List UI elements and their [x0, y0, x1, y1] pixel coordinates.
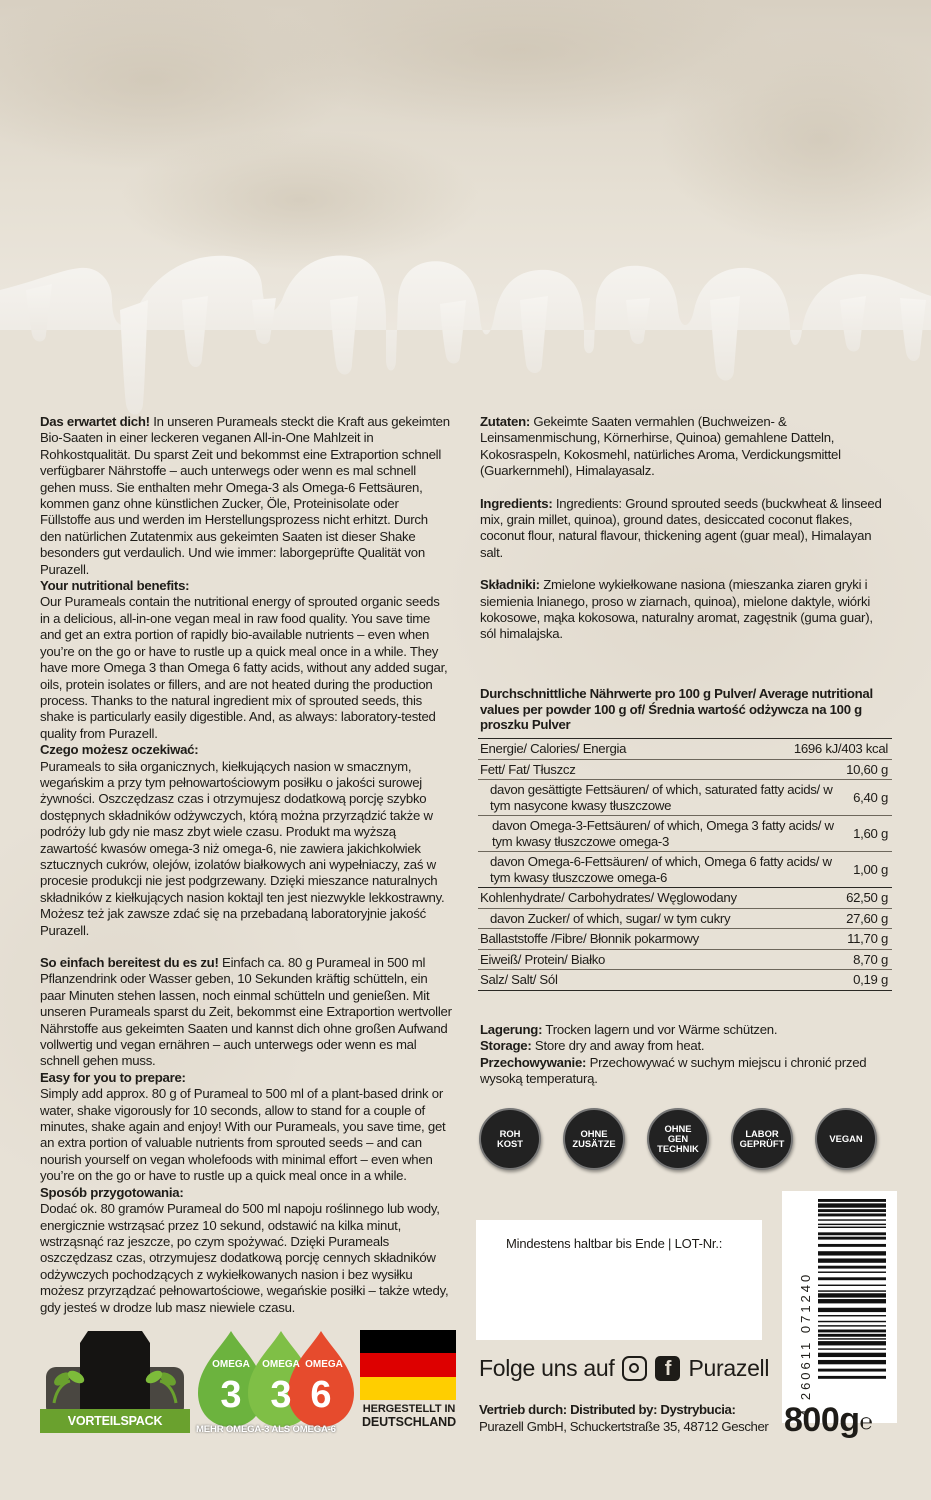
storage-info [480, 1022, 892, 1088]
omega-drops-icon [196, 1327, 356, 1437]
nutrition-table [478, 738, 892, 991]
svg-text:3: 3 [220, 1374, 242, 1416]
svg-text:3: 3 [270, 1374, 292, 1416]
nutrition-row: davon Omega-6-Fettsäuren/ of which, Omega 6 fatty acids/ w tym kwasy tłuszczowe omega-6 1,00 g [478, 852, 892, 888]
pl-prep-paragraph: Dodać ok. 80 gramów Purameal do 500 ml napoju roślinnego lub wody, energicznie wstrząsać przez 10 sekund, odstawić na kilka minut, wstrząsnąć raz jeszcze, po czym spożywać. Dzięki Purameals oszczędzasz czas, otrzymujesz dodatkową porcję cennych składników odżywczych pochodzących z wykiełkowanych nasion i bez wysiłku możesz przyrządzać pełnowartościowe, wegańskie posiłki – także wtedy, gdy jesteś w drodze lub masz niewiele czasu. [40, 1201, 449, 1315]
estimated-sign-icon: ℮ [859, 1409, 873, 1434]
de-intro-paragraph: Das erwartet dich! In unseren Purameals steckt die Kraft aus gekeimten Bio-Saaten in einer leckeren veganen All-in-One Mahlzeit in Rohkostqualität. Du sparst Zeit und bekommst eine Extraportion schnell verfügbarer Nährstoffe – auch unterwegs oder wenn es mal schnell gehen muss. Sie enthalten mehr Omega-3 als Omega-6 Fettsäuren, kommen ganz ohne künstlichen Zucker, Öle, Proteinisolate oder Füllstoffe aus und werden im Herstellungsprozess nicht erhitzt. Durch den natürlichen Zutatenmix aus gekeimten Saaten ist dieser Shake besonders gut verdaulich. Und wie immer: laborgeprüfte Qualität von Purazell. [40, 414, 450, 577]
distributor-label: Vertrieb durch: Distributed by: Dystrybucia: [479, 1402, 736, 1417]
nutrition-row: Eiweiß/ Protein/ Białko 8,70 g [478, 950, 892, 971]
svg-text:OMEGA: OMEGA [262, 1359, 300, 1370]
no-additives-badge: OHNE ZUSÄTZE [563, 1108, 625, 1170]
nutrition-row: davon Omega-3-Fettsäuren/ of which, Omega 3 fatty acids/ w tym kwasy tłuszczowe omega-3 1,60 g [478, 816, 892, 852]
barcode-number: 4 260611 071240 [798, 1271, 813, 1417]
omega-label: MEHR OMEGA-3 ALS OMEGA-6 [196, 1424, 336, 1435]
instagram-icon[interactable] [622, 1356, 647, 1381]
de-ingredients: Zutaten: Gekeimte Saaten vermahlen (Buchweizen- & Leinsamenmischung, Körnerhirse, Quinoa) gemahlene Datteln, Kokosraspeln, Kokosmehl, natürliches Aroma, Verdickungsmittel (Guarkernmehl), Himalayasalz. [480, 414, 841, 479]
en-prep-title: Easy for you to prepare: [40, 1069, 186, 1085]
no-gmo-badge: OHNE GEN TECHNIK [647, 1108, 709, 1170]
nutrition-row: Salz/ Salt/ Sól 0,19 g [480, 972, 888, 987]
follow-text: Folge uns auf [479, 1355, 615, 1381]
en-ingredients: Ingredients: Ingredients: Ground sprouted seeds (buckwheat & linseed mix, grain millet, quinoa), ground dates, desiccated coconut flakes, coconut flour, natural flavour, thickening agent (guar meal), Himalayan salt. [480, 495, 882, 560]
pl-ingredients: Składniki: Zmielone wykiełkowane nasiona (mieszanka ziaren gryki i siemienia lnianego, proso w ziarnach, quinoa), mielone daktyle, wiórki kokosowe, mąka kokosowa, naturalny aromat, zagęstnik (guma guar), sól himalajska. [480, 577, 873, 642]
german-flag-icon [360, 1330, 456, 1400]
facebook-icon[interactable]: f [655, 1356, 680, 1381]
distributor-address: Purazell GmbH, Schuckertstraße 35, 48712 Gescher [479, 1418, 769, 1434]
de-prep-paragraph: So einfach bereitest du es zu! Einfach ca. 80 g Purameal in 500 ml Pflanzendrink oder Wasser geben, 10 Sekunden kräftig schütteln, ein paar Minuten stehen lassen, noch einmal schütteln und genießen. Mit unseren Purameals sparst du Zeit, bekommst eine Extraportion wertvoller Nährstoffe aus gekeimten Saaten und kannst dich ohne großen Aufwand vollwertig und vegan ernähren – auch unterwegs oder wenn es mal schnell gehen muss. [40, 955, 452, 1069]
quality-badges [479, 1108, 899, 1172]
distributor-info [479, 1402, 768, 1435]
nutrition-row: Fett/ Fat/ Tłuszcz 10,60 g [478, 760, 892, 781]
made-in-germany-label: HERGESTELLT IN DEUTSCHLAND [361, 1403, 457, 1429]
best-before-box [476, 1220, 762, 1340]
barcode-bars [818, 1199, 886, 1415]
value-pack-label: VORTEILSPACK [40, 1409, 190, 1433]
svg-text:6: 6 [310, 1374, 332, 1416]
en-benefits-paragraph: Our Purameals contain the nutritional energy of sprouted organic seeds in a delicious, all-in-one vegan meal in raw food quality. You save time and get an extra portion of rapidly bio-available nutrients – even when you’re on the go or have to rustle up a quick meal once in a while. They have more Omega 3 than Omega 6 fatty acids, without any added sugar, oils, protein isolates or fillers, and are not heated during the production process. Thanks to the natural ingredient mix of sprouted seeds, this shake is particularly easily digestible. And, as always: laboratory-tested quality from Purazell. [40, 594, 448, 741]
pl-expect-title: Czego możesz oczekiwać: [40, 742, 199, 758]
nutrition-row: Kohlenhydrate/ Carbohydrates/ Węglowodany 62,50 g [478, 888, 892, 909]
raw-food-badge: ROH KOST [479, 1108, 541, 1170]
barcode [782, 1191, 897, 1423]
nutrition-title: Durchschnittliche Nährwerte pro 100 g Pulver/ Average nutritional values per powder 100 g of/ Średnia wartość odżywcza na 100 g proszku Pulver [480, 686, 873, 732]
brand-name: Purazell [688, 1355, 770, 1381]
svg-text:OMEGA: OMEGA [212, 1359, 250, 1370]
vegan-badge: VEGAN [815, 1108, 877, 1170]
pl-prep-title: Sposób przygotowania: [40, 1184, 184, 1200]
storage-en: Storage: Store dry and away from heat. [480, 1038, 705, 1054]
storage-pl: Przechowywanie: Przechowywać w suchym miejscu i chronić przed wysoką temperaturą. [480, 1054, 867, 1087]
best-before-label: Mindestens haltbar bis Ende | LOT-Nr.: [506, 1236, 723, 1251]
nutrition-row: davon Zucker/ of which, sugar/ w tym cukry 27,60 g [478, 909, 892, 930]
en-prep-paragraph: Simply add approx. 80 g of Purameal to 500 ml of a plant-based drink or water, shake vigorously for 10 seconds, allow to stand for a couple of minutes, shake again and enjoy! With our Purameals, you save time, get an extra portion of valuable nutrients from sprouted seeds – and can nourish yourself on vegan wholefoods with minimal effort – even when you’re on the go or have to rustle up a quick meal once in a while. [40, 1086, 446, 1184]
net-weight: 800g℮ [784, 1401, 873, 1439]
nutrition-row: Energie/ Calories/ Energia 1696 kJ/403 kcal [478, 739, 892, 760]
pl-expect-paragraph: Purameals to siła organicznych, kiełkujących nasion w smacznym, wegańskim a przy tym pełnowartościowym posiłku o jakości surowej żywności. Oszczędzasz czas i otrzymujesz dodatkową porcję szybko dostępnych składników odżywczych, którą można przyrządzić także w podróży lub gdy nie masz zbyt wiele czasu. Produkt ma wyższą zawartość kwasów omega-3 niż omega-6, nie zawiera jakichkolwiek sztucznych cukrów, olejów, izolatów białkowych ani wypełniaczy, zaś w procesie produkcji nie jest podgrzewany. Dzięki mieszance naturalnych składników z kiełkujących nasion koktajl ten jest niezwykle lekkostrawny. Możesz też jak zawsze zdać się na przebadaną laboratoryjnie jakość Purazell. [40, 758, 445, 938]
storage-de: Lagerung: Trocken lagern und vor Wärme schützen. [480, 1022, 778, 1037]
description-column [40, 414, 452, 1316]
social-follow [479, 1355, 769, 1382]
svg-text:OMEGA: OMEGA [305, 1359, 343, 1370]
lab-tested-badge: LABOR GEPRÜFT [731, 1108, 793, 1170]
nutrition-row: davon gesättigte Fettsäuren/ of which, saturated fatty acids/ w tym nasycone kwasy tłuszczowe 6,40 g [478, 780, 892, 816]
nutrition-row: Ballaststoffe /Fibre/ Błonnik pokarmowy 11,70 g [478, 929, 892, 950]
ingredients-column [480, 414, 892, 643]
en-benefits-title: Your nutritional benefits: [40, 578, 190, 594]
